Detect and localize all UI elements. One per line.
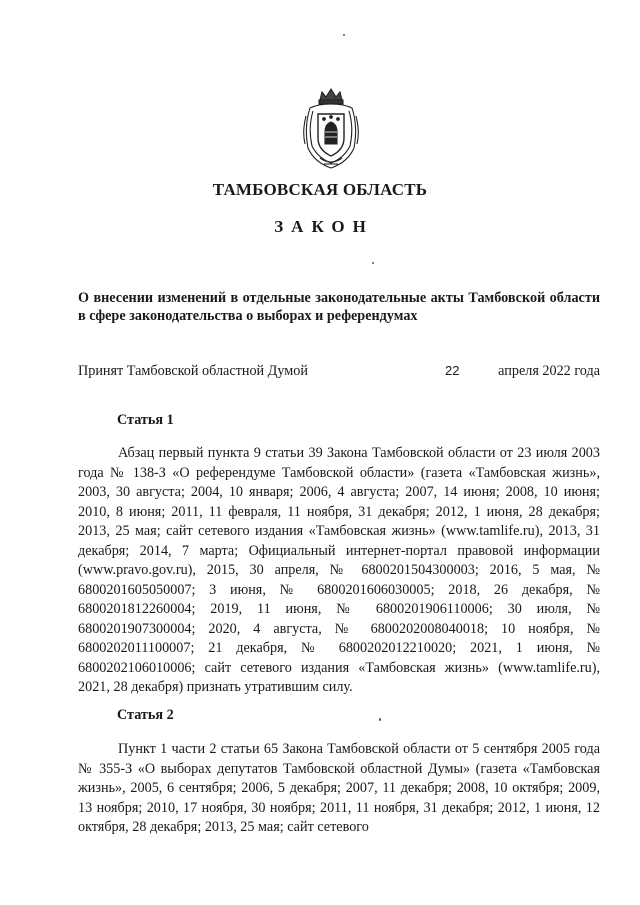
article-2-heading: Статья 2	[117, 707, 174, 723]
document-type-title: ЗАКОН	[274, 217, 374, 236]
adopted-by: Принят Тамбовской областной Думой	[78, 363, 308, 379]
scan-speck	[343, 34, 345, 36]
adoption-line	[78, 362, 600, 380]
scan-speck	[379, 718, 381, 721]
tambov-coat-of-arms-icon	[300, 86, 362, 172]
region-title: ТАМБОВСКАЯ ОБЛАСТЬ	[212, 180, 428, 199]
article-1-heading: Статья 1	[117, 412, 174, 428]
article-1-text: Абзац первый пункта 9 статьи 39 Закона Тамбовской области от 23 июля 2003 года № 138-З «О референдуме Тамбовской области» (газета «Тамбовская жизнь», 2003, 30 августа; 2004, 10 января; 2006, 4 августа; 2007, 14 июня; 2008, 10 июня; 2010, 8 июня; 2011, 11 февраля, 11 ноября, 31 декабря; 2012, 1 июня, 28 декабря; 2013, 25 мая; сайт сетевого издания «Тамбовская жизнь» (www.tamlife.ru), 2013, 31 декабря; 2014, 7 марта; Официальный интернет-портал правовой информации (www.pravo.gov.ru), 2015, 30 апреля, № 6800201504300003; 2016, 5 мая, № 6800201605050007; 3 июня, № 6800201606030005; 2018, 26 декабря, № 6800201812260004; 2019, 11 июня, № 6800201906110006; 30 июля, № 6800201907300004; 2020, 4 августа, № 6800202008040018; 10 ноября, № 6800202011100007; 21 декабря, № 6800202012210020; 2021, 1 июня, № 6800202106010006; сайт сетевого издания «Тамбовская жизнь» (www.tamlife.ru), 2021, 28 декабря) признать утратившим силу.	[78, 445, 600, 695]
scan-speck	[372, 262, 374, 264]
adoption-day: 22	[445, 363, 460, 378]
law-subject: О внесении изменений в отдельные законодательные акты Тамбовской области в сфере законодательства о выборах и референдумах	[78, 290, 600, 324]
article-2-text: Пункт 1 части 2 статьи 65 Закона Тамбовской области от 5 сентября 2005 года № 355-З «О выборах депутатов Тамбовской областной Думы» (газета «Тамбовская жизнь», 2005, 6 сентября; 2006, 5 декабря; 2007, 11 декабря; 2008, 10 октября; 2009, 13 ноября; 2010, 17 ноября, 30 ноября; 2011, 11 ноября, 31 декабря; 2012, 1 июня, 12 октября, 28 декабря; 2013, 25 мая; сайт сетевого	[78, 741, 600, 835]
adoption-date: апреля 2022 года	[498, 363, 600, 379]
